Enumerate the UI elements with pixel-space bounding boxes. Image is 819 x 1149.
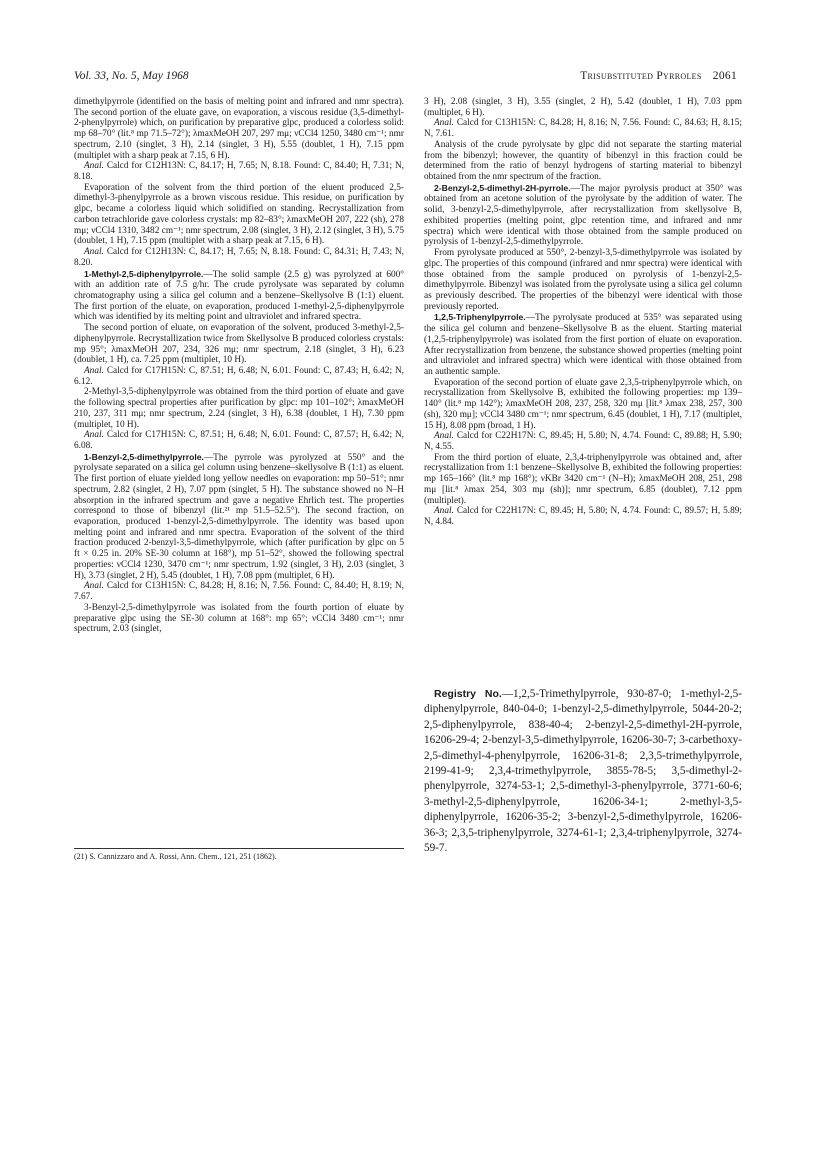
paragraph: 3 H), 2.08 (singlet, 3 H), 3.55 (singlet, 2 H), 5.42 (doublet, 1 H), 7.03 ppm (multiplet, 6 H). xyxy=(424,97,742,118)
paragraph: From pyrolysate produced at 550°, 2-benzyl-3,5-dimethylpyrrole was isolated by glpc. The properties of this compound (infrared and nmr spectra) were identical with those obtained from the sample produced on pyrolysis of 1-benzyl-2,5-dimethylpyrrole. Bibenzyl was isolated from the pyrolysate using a silica gel column as previously described. The properties of the bibenzyl were identical with those previously reported. xyxy=(424,248,742,312)
analysis-paragraph xyxy=(424,506,742,527)
analysis-paragraph xyxy=(424,118,742,139)
paragraph-text: —The solid sample (2.5 g) was pyrolyzed at 600° with an addition rate of 7.5 g/hr. The crude pyrolysate was separated by column chromatography using a silica gel column and a benzene–Skellysolve B (1:1) eluent. The first portion of the eluate, on evaporation, produced 1-methyl-2,5-diphenylpyrrole which was identified by its melting point and ultraviolet and infrared spectra. xyxy=(74,269,404,323)
paragraph-text: —The major pyrolysis product at 350° was obtained from an acetone solution of the pyrolysate by the addition of water. The solid, 3-benzyl-2,5-dimethylpyrrole, after recrystallization from skellysolve B, exhibited properties (melting point, glpc retention time, and infrared and nmr spectra) which were identical with those obtained from the sample produced on pyrolysis of 1-benzyl-2,5-dimethylpyrrole. xyxy=(424,183,742,248)
anal-label: Anal. xyxy=(84,161,104,172)
footnote: (21) S. Cannizzaro and A. Rossi, Ann. Chem., 121, 251 (1862). xyxy=(74,848,404,861)
paragraph: From the third portion of eluate, 2,3,4-triphenylpyrrole was obtained and, after recrystallization from 1:1 benzene–Skellysolve B, exhibited the following properties: mp 165–166° (lit.⁸ mp 168°); νKBr 3420 cm⁻¹ (N–H); λmaxMeOH 208, 251, 298 mμ [lit.⁸ λmax 254, 303 mμ (sh)]; nmr spectrum, 6.85 (doublet), 7.12 ppm (multiplet). xyxy=(424,452,742,506)
paragraph: dimethylpyrrole (identified on the basis of melting point and infrared and nmr spectra). The second portion of the eluate gave, on evaporation, a viscous residue (3,5-dimethyl-2-phenylpyrrole) which, on purification by preparative glpc, produced a colorless solid: mp 68–70° (lit.⁸ mp 71.5–72°); λmaxMeOH 207, 297 mμ; νCCl4 1250, 3480 cm⁻¹; nmr spectrum, 2.10 (singlet, 3 H), 2.14 (singlet, 3 H), 5.55 (doublet, 1 H), 7.15 ppm (multiplet with a sharp peak at 7.15, 6 H). xyxy=(74,97,404,161)
left-column xyxy=(74,97,404,635)
analysis-text: Calcd for C22H17N: C, 89.45; H, 5.80; N, 4.74. Found: C, 89.88; H, 5.90; N, 4.55. xyxy=(424,431,742,452)
registry-numbers xyxy=(424,687,742,856)
anal-label: Anal. xyxy=(434,431,454,442)
compound-paragraph xyxy=(424,312,742,377)
anal-label: Anal. xyxy=(434,118,454,129)
paragraph: Evaporation of the solvent from the third portion of the eluent produced 2,5-dimethyl-3-phenylpyrrole as a brown viscous residue. This residue, on purification by glpc, became a colorless liquid which solidified on standing. Recrystallization from carbon tetrachloride gave colorless crystals: mp 82–83°; λmaxMeOH 207, 222 (sh), 278 mμ; νCCl4 1310, 3482 cm⁻¹; nmr spectrum, 2.08 (singlet, 3 H), 2.12 (singlet, 3 H), 5.75 (doublet, 1 H), 7.15 ppm (multiplet with a sharp peak at 7.15, 6 H). xyxy=(74,182,404,247)
analysis-text: Calcd for C17H15N: C, 87.51; H, 6.48; N, 6.01. Found: C, 87.43; H, 6.42; N, 6.12. xyxy=(74,365,404,387)
anal-label: Anal. xyxy=(84,581,104,592)
analysis-text: Calcd for C13H15N: C, 84.28; H, 8.16; N, 7.56. Found: C, 84.40; H, 8.19; N, 7.67. xyxy=(74,581,404,603)
analysis-text: Calcd for C22H17N: C, 89.45; H, 5.80; N, 4.74. Found: C, 89.57; H, 5.89; N, 4.84. xyxy=(424,506,742,528)
right-column xyxy=(424,97,742,528)
analysis-text: Calcd for C13H15N: C, 84.28; H, 8.16; N, 7.56. Found: C, 84.63; H, 8.15; N, 7.61. xyxy=(424,118,742,140)
analysis-paragraph xyxy=(74,247,404,268)
analysis-paragraph xyxy=(74,581,404,602)
analysis-text: Calcd for C17H15N: C, 87.51; H, 6.48; N, 6.01. Found: C, 87.57; H, 6.42; N, 6.08. xyxy=(74,430,404,451)
compound-heading: 1-Methyl-2,5-diphenylpyrrole. xyxy=(84,268,204,279)
analysis-paragraph xyxy=(74,366,404,387)
running-header-journal: Vol. 33, No. 5, May 1968 xyxy=(74,70,189,82)
running-header-title xyxy=(580,70,737,82)
compound-heading: 2-Benzyl-2,5-dimethyl-2H-pyrrole. xyxy=(434,182,571,193)
paragraph: Analysis of the crude pyrolysate by glpc did not separate the starting material from the bibenzyl; however, the quantity of bibenzyl in this fraction could be determined from the ratio of benzyl hydrogens of starting material to bibenzyl obtained from the nmr spectrum of the fraction. xyxy=(424,139,742,183)
paragraph-text: —The pyrrole was pyrolyzed at 550° and the pyrolysate separated on a silica gel column using benzene–skellysolve B (1:1) as eluent. The first portion of eluate yielded long yellow needles on evaporation: mp 50–51°; nmr spectrum, 2.82 (singlet, 2 H), 7.07 ppm (singlet, 5 H). The substance showed no N–H absorption in the infrared spectrum and gave a negative Ehrlich test. The properties correspond to those of bibenzyl (lit.²¹ mp 51.5–52.5°). The second fraction, on evaporation, produced 1-benzyl-2,5-dimethylpyrrole. The identity was based upon melting point and infrared and nmr spectra. Evaporation of the solvent of the third fraction produced 2-benzyl-3,5-dimethylpyrrole, which (after purification by glpc on 5 ft × 0.25 in. 20% SE-30 column at 168°), mp 51–52°, showed the following spectral properties: νCCl4 1230, 3470 cm⁻¹; nmr spectrum, 1.92 (singlet, 3 H), 2.03 (singlet, 3 H), 3.73 (singlet, 2 H), 5.45 (doublet, 1 H), 7.08 ppm (multiplet, 6 H). xyxy=(74,452,404,581)
paragraph: 3-Benzyl-2,5-dimethylpyrrole was isolated from the fourth portion of eluate by preparative glpc using the SE-30 column at 168°: mp 65°; νCCl4 3480 cm⁻¹; nmr spectrum, 2.03 (singlet, xyxy=(74,602,404,635)
analysis-paragraph xyxy=(424,431,742,452)
analysis-text: Calcd for C12H13N: C, 84.17; H, 7.65; N, 8.18. Found: C, 84.31; H, 7.43; N, 8.20. xyxy=(74,247,404,268)
compound-paragraph xyxy=(74,269,404,324)
analysis-text: Calcd for C12H13N: C, 84.17; H, 7.65; N, 8.18. Found: C, 84.40; H, 7.31; N, 8.18. xyxy=(74,161,404,183)
section-title: Trisubstituted Pyrroles xyxy=(580,70,702,82)
compound-heading: 1,2,5-Triphenylpyrrole. xyxy=(434,312,526,323)
paragraph: 2-Methyl-3,5-diphenylpyrrole was obtained from the third portion of eluate and gave the following spectral properties after purification by glpc: mp 101–102°; λmaxMeOH 210, 237, 311 mμ; nmr spectrum, 2.24 (singlet, 3 H), 6.38 (doublet, 1 H), 7.30 ppm (multiplet, 10 H). xyxy=(74,387,404,430)
registry-text: —1,2,5-Trimethylpyrrole, 930-87-0; 1-methyl-2,5-diphenylpyrrole, 840-04-0; 1-benzyl-2,5-dimethylpyrrole, 5044-20-2; 2,5-diphenylpyrrole, 838-40-4; 2-benzyl-2,5-dimethyl-2H-pyrrole, 16206-29-4; 2-benzyl-3,5-dimethylpyrrole, 16206-30-7; 3-carbethoxy-2,5-dimethyl-4-phenylpyrrole, 16206-31-8; 2,3,5-trimethylpyrrole, 2199-41-9; 2,3,4-trimethylpyrrole, 3855-78-5; 3,5-dimethyl-2-phenylpyrrole, 3274-53-1; 2,5-dimethyl-3-phenylpyrrole, 3771-60-6; 3-methyl-2,5-diphenylpyrrole, 16206-34-1; 2-methyl-3,5-diphenylpyrrole, 16206-35-2; 3-benzyl-2,5-dimethylpyrrole, 16206-36-3; 2,3,5-triphenylpyrrole, 3274-61-1; 2,3,4-triphenylpyrrole, 3274-59-7. xyxy=(424,688,742,855)
paragraph-text: —The pyrolysate produced at 535° was separated using the silica gel column and benzene–Skellysolve B as the eluent. Starting material (1,2,5-triphenylpyrrole) was isolated from the first portion of eluate on evaporation. After recrystallization from benzene, the substance showed properties (melting point and ultraviolet and infrared spectra) which were identical with those obtained from an authentic sample. xyxy=(424,313,742,377)
anal-label: Anal. xyxy=(434,506,454,517)
anal-label: Anal. xyxy=(84,430,104,441)
registry-label: Registry No. xyxy=(434,688,502,700)
paragraph: Evaporation of the second portion of eluate gave 2,3,5-triphenylpyrrole which, on recrystallization from Skellysolve B, exhibited the following properties: mp 139–140° (lit.⁸ mp 142°); λmaxMeOH 208, 237, 258, 320 mμ [lit.⁸ λmax 238, 257, 300 (sh), 320 mμ]; νCCl4 3480 cm⁻¹; nmr spectrum, 6.45 (doublet, 1 H), 7.17 (multiplet, 15 H), 8.08 ppm (broad, 1 H). xyxy=(424,377,742,431)
anal-label: Anal. xyxy=(84,247,104,258)
analysis-paragraph xyxy=(74,161,404,182)
paragraph: The second portion of eluate, on evaporation of the solvent, produced 3-methyl-2,5-diphenylpyrrole. Recrystallization twice from Skellysolve B produced colorless crystals: mp 95°; λmaxMeOH 207, 234, 326 mμ; nmr spectrum, 2.18 (singlet, 3 H), 6.23 (doublet, 1 H), ca. 7.25 ppm (multiplet, 10 H). xyxy=(74,323,404,366)
anal-label: Anal. xyxy=(84,365,104,376)
page-number: 2061 xyxy=(712,70,737,82)
compound-paragraph xyxy=(74,452,404,582)
analysis-paragraph xyxy=(74,430,404,451)
compound-heading: 1-Benzyl-2,5-dimethylpyrrole. xyxy=(84,451,204,462)
compound-paragraph xyxy=(424,183,742,248)
